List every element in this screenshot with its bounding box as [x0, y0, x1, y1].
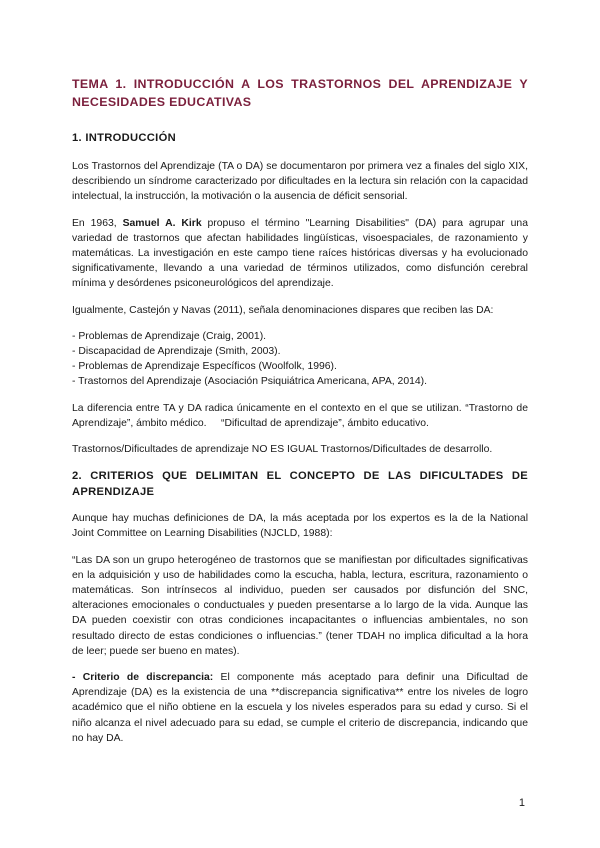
- paragraph-definition-quote: “Las DA son un grupo heterogéneo de trastornos que se manifiestan por dificultades significativas en la adquisición y uso de habilidades como la escucha, habla, lectura, escritura, razonamiento o matemáticas. Son intrínsecos al individuo, pueden ser causados por disfunción del SNC, alteraciones emocionales o conductuales y pueden presentarse a lo largo de la vida. Aunque las DA pueden coexistir con otras condiciones incapacitantes o influencias ambientales, no son resultado directo de estas condiciones o influencias.” (tener TDAH no implica dificultad a la hora de leer; puede ser bueno en mates).: [72, 554, 528, 657]
- section-2-heading: 2. CRITERIOS QUE DELIMITAN EL CONCEPTO DE LAS DIFICULTADES DE APRENDIZAJE: [72, 470, 528, 499]
- paragraph-discrepancy: [72, 670, 528, 746]
- paragraph-intro: Los Trastornos del Aprendizaje (TA o DA) se documentaron por primera vez a finales del siglo XIX, describiendo un síndrome caracterizado por dificultades en la lectura sin relación con la capacidad intelectual, la instrucción, la motivación o la ausencia de déficit sensorial.: [72, 161, 528, 203]
- section-1-heading: 1. INTRODUCCIÓN: [72, 132, 176, 144]
- paragraph-not-equal: Trastornos/Dificultades de aprendizaje NO ES IGUAL Trastornos/Dificultades de desarrollo.: [72, 444, 493, 456]
- document-page: [72, 76, 531, 746]
- paragraph-kirk: [72, 216, 528, 292]
- list-item: - Problemas de Aprendizaje Específicos (Woolfolk, 1996).: [72, 361, 337, 373]
- kirk-post: propuso el término "Learning Disabilities" (DA) para agrupar una variedad de trastornos que afectan habilidades lingüísticas, visoespaciales, de razonamiento y matemáticas. La investigación en este campo tiene raíces históricas diversas y ha evolucionado significativamente, llevando a una variedad de términos utilizados, como disfunción cerebral mínima y desórdenes psiconeurológicos del aprendizaje.: [72, 217, 528, 290]
- list-item: - Discapacidad de Aprendizaje (Smith, 2003).: [72, 346, 281, 358]
- discrepancy-label: - Criterio de discrepancia:: [72, 672, 214, 684]
- page-number: 1: [518, 797, 525, 809]
- discrepancy-text: El componente más aceptado para definir una Dificultad de Aprendizaje (DA) es la existencia de una **discrepancia significativa** entre los niveles de logro académico que el niño obtiene en la escuela y los niveles esperados para su edad y curso. Si el niño alcanza el nivel adecuado para su edad, se cumple el criterio de discrepancia, indicando que no hay DA.: [72, 672, 528, 744]
- list-item: - Trastornos del Aprendizaje (Asociación Psiquiátrica Americana, APA, 2014).: [72, 376, 427, 388]
- paragraph-difference: La diferencia entre TA y DA radica únicamente en el contexto en el que se utilizan. “Trastorno de Aprendizaje”, ámbito médico. “Dificultad de aprendizaje”, ámbito educativo.: [72, 402, 531, 429]
- document-title: TEMA 1. INTRODUCCIÓN A LOS TRASTORNOS DEL APRENDIZAJE Y NECESIDADES EDUCATIVAS: [72, 77, 528, 109]
- kirk-pre: En 1963,: [72, 217, 123, 229]
- paragraph-njcld: Aunque hay muchas definiciones de DA, la más aceptada por los expertos es la de la National Joint Committee on Learning Disabilities (NJCLD, 1988):: [72, 513, 528, 540]
- kirk-name: Samuel A. Kirk: [122, 217, 202, 229]
- list-item: - Problemas de Aprendizaje (Craig, 2001).: [72, 330, 267, 342]
- denominations-list: [72, 329, 528, 390]
- paragraph-castejon: Igualmente, Castejón y Navas (2011), señala denominaciones dispares que reciben las DA:: [72, 304, 494, 316]
